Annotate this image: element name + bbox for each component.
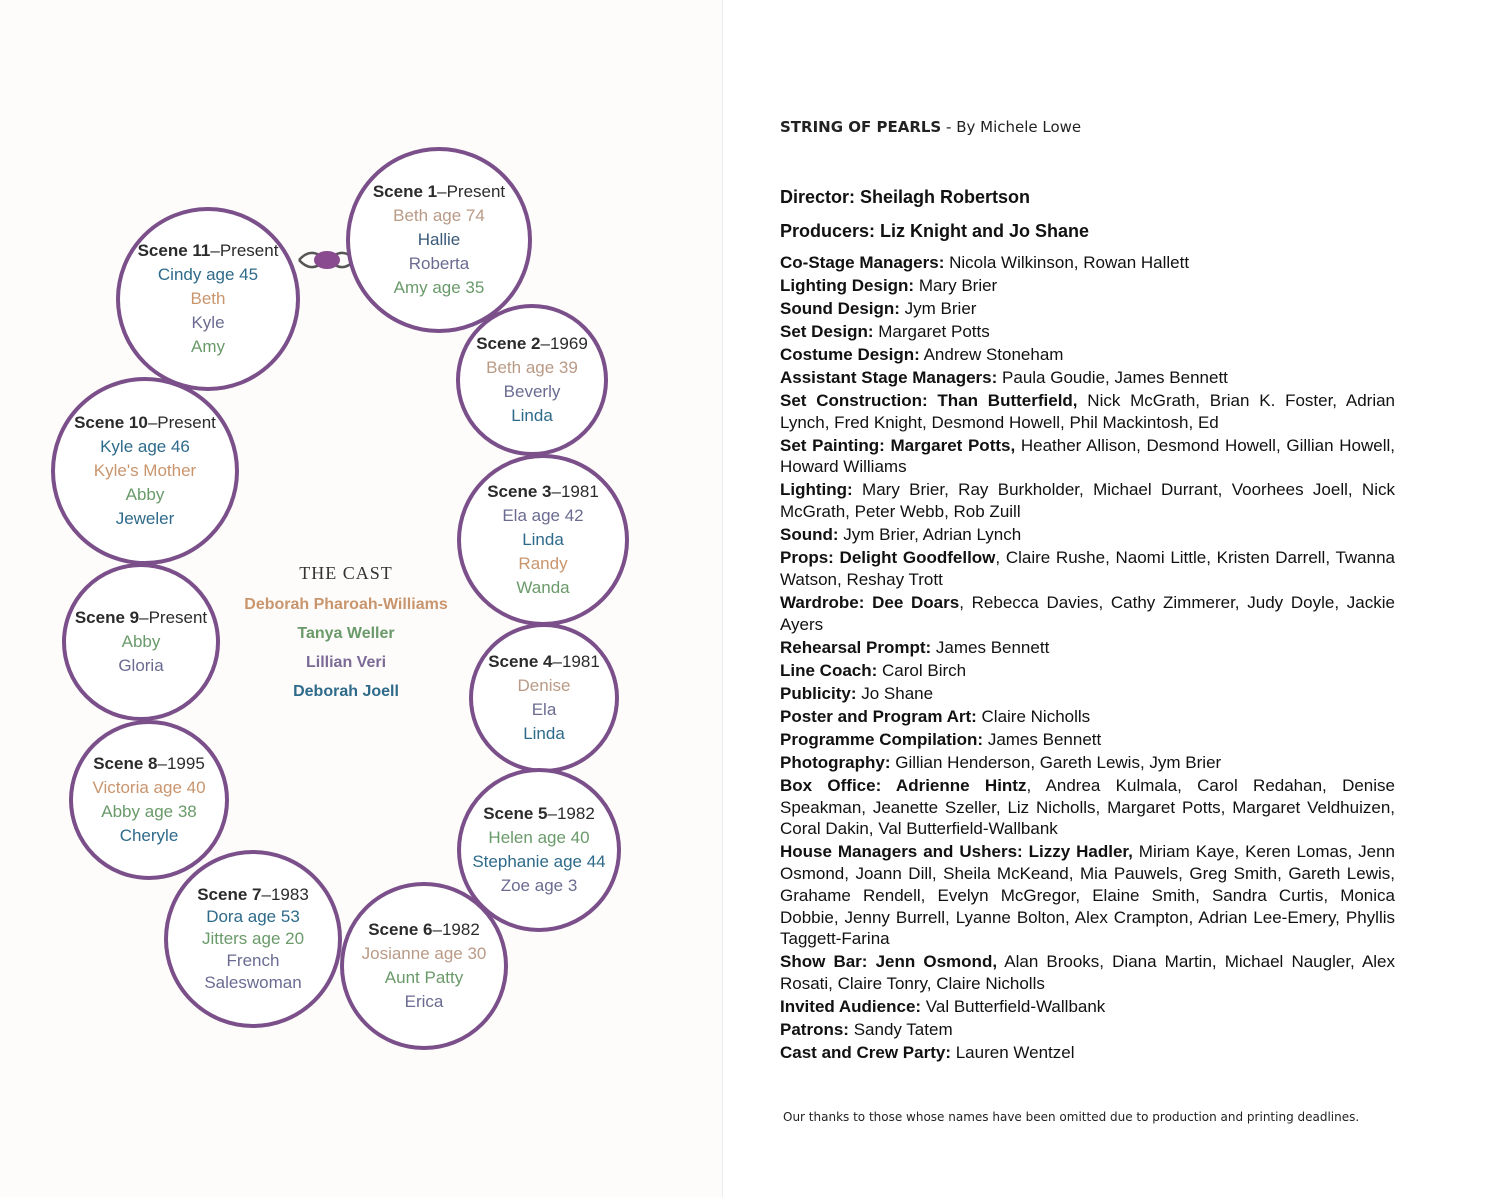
credit-line: [780, 637, 1395, 659]
role: Ela age 42: [502, 506, 584, 525]
scene-title: Scene 1–Present: [372, 182, 506, 201]
credit-line: [780, 729, 1395, 751]
credit-names: Paula Goudie, James Bennett: [997, 367, 1228, 387]
credit-names: , Claire Rushe, Naomi Little, Kristen Darrell, Twanna Watson, Reshay Trott: [780, 548, 1395, 590]
credit-line: [780, 275, 1395, 297]
credit-label: Lighting:: [780, 480, 853, 500]
credit-line: [780, 547, 1395, 591]
credit-names: Heather Allison, Desmond Howell, Gillian Howell, Howard Williams: [780, 435, 1395, 477]
scene-title: Scene 7–1983: [197, 885, 309, 904]
credit-label: Publicity:: [780, 683, 857, 703]
role: Abby: [121, 632, 161, 651]
credit-line: [780, 841, 1395, 950]
credit-names: Miriam Kaye, Keren Lomas, Jenn Osmond, Joann Dill, Sheila McKeand, Mia Pauwels, Greg Smith, Gareth Lewis, Grahame Rendell, Evelyn McGregor, Elaine Smith, Sandra Curtis, Monica Dobbie, Jenny Burrell, Lyanne Bolton, Alex Crampton, Adrian Lee-Emery, Phyllis Taggett-Farina: [780, 842, 1396, 949]
cast-member: Lillian Veri: [305, 654, 387, 671]
scene-title: Scene 3–1981: [487, 482, 599, 501]
credit-label: Lighting Design:: [780, 275, 915, 295]
credit-names: Margaret Potts: [873, 321, 990, 341]
play-title: STRING OF PEARLS: [780, 118, 942, 136]
credit-line: [780, 660, 1395, 682]
credit-lead-name: Adrienne Hintz: [881, 775, 1027, 795]
credit-label: Sound:: [780, 525, 839, 545]
scene-9-pearl: [62, 563, 220, 721]
credit-label: Photography:: [780, 752, 891, 772]
credit-names: Alan Brooks, Diana Martin, Michael Naugler, Alex Rosati, Claire Tonry, Claire Nicholls: [780, 952, 1396, 994]
role: Kyle age 46: [100, 437, 190, 456]
scene-title: Scene 11–Present: [137, 241, 279, 260]
credit-label: Wardrobe:: [780, 593, 865, 613]
credit-names: Lauren Wentzel: [951, 1043, 1075, 1063]
credit-lead-name: Margaret Potts,: [884, 435, 1016, 455]
role: Aunt Patty: [384, 968, 464, 987]
left-page: [0, 0, 722, 1197]
credit-names: Nick McGrath, Brian K. Foster, Adrian Lynch, Fred Knight, Desmond Howell, Phil Mackintosh, Ed: [780, 390, 1395, 432]
scene-title: Scene 2–1969: [476, 334, 588, 353]
role: Abby age 38: [101, 802, 197, 821]
credit-names: , Rebecca Davies, Cathy Zimmerer, Judy Doyle, Jackie Ayers: [780, 593, 1395, 634]
cast-member: Deborah Joell: [293, 683, 399, 700]
program-title: [780, 118, 1081, 136]
thanks-note: Our thanks to those whose names have been omitted due to production and printing deadlines.: [783, 1110, 1360, 1124]
credit-label: Rehearsal Prompt:: [780, 637, 932, 657]
credit-names: Nicola Wilkinson, Rowan Hallett: [944, 253, 1190, 272]
credit-label: Props:: [780, 548, 834, 568]
credit-label: Box Office:: [780, 775, 882, 795]
credit-label: Set Design:: [780, 321, 874, 341]
role: Jitters age 20: [201, 929, 305, 948]
credit-names: Sandy Tatem: [848, 1020, 953, 1040]
scene-8-pearl: [69, 720, 229, 880]
director-line: Director: Sheilagh Robertson: [780, 187, 1031, 207]
credit-line: [780, 683, 1395, 705]
credit-lead-name: Jenn Osmond,: [867, 952, 998, 972]
credit-names: Carol Birch: [877, 660, 967, 680]
role: Jeweler: [115, 509, 175, 528]
cast-heading: THE CAST: [299, 563, 393, 583]
role: Saleswoman: [204, 973, 302, 992]
scene-7-pearl: [164, 850, 342, 1028]
scene-title: Scene 10–Present: [74, 413, 216, 432]
role: Beth: [190, 289, 226, 308]
credit-label: Line Coach:: [780, 660, 878, 680]
role: Beth age 39: [486, 358, 578, 377]
key-credits: [780, 185, 1395, 253]
credit-label: Costume Design:: [780, 344, 920, 364]
credit-label: Set Construction:: [780, 390, 928, 410]
credit-line: [780, 298, 1395, 320]
credit-names: Andrew Stoneham: [919, 344, 1064, 364]
credit-line: [780, 706, 1395, 728]
credit-names: James Bennett: [983, 729, 1102, 749]
credit-line: [780, 367, 1395, 389]
credit-label: Set Painting:: [780, 435, 885, 455]
credit-line: [780, 1019, 1395, 1041]
role: Linda: [522, 530, 564, 549]
scene-title: Scene 4–1981: [488, 652, 600, 671]
scene-title: Scene 8–1995: [93, 754, 205, 773]
crew-credits: [780, 252, 1395, 1065]
credit-line: [780, 344, 1395, 366]
role: Beth age 74: [393, 206, 485, 225]
role: Beverly: [503, 382, 561, 401]
credit-label: Sound Design:: [780, 298, 900, 318]
credit-line: [780, 524, 1395, 546]
credit-names: Jym Brier, Adrian Lynch: [838, 525, 1022, 545]
credit-label: Co-Stage Managers:: [780, 253, 945, 272]
credit-names: , Andrea Kulmala, Carol Redahan, Denise Speakman, Jeanette Szeller, Liz Nicholls, Margaret Potts, Margaret Veldhuizen, Coral Dakin, Val Butterfield-Wallbank: [780, 775, 1395, 839]
scene-title: Scene 6–1982: [368, 920, 480, 939]
role: Kyle's Mother: [93, 461, 197, 480]
cast-list: [226, 563, 466, 706]
scene-title: Scene 5–1982: [483, 804, 595, 823]
role: Roberta: [408, 254, 470, 273]
role: Ela: [531, 700, 557, 719]
role: Denise: [517, 676, 571, 695]
role: Stephanie age 44: [472, 852, 606, 871]
credit-line: [780, 592, 1395, 636]
play-author: - By Michele Lowe: [941, 118, 1082, 136]
role: Cindy age 45: [157, 265, 259, 284]
credit-names: Mary Brier: [914, 275, 998, 295]
credit-label: House Managers and Ushers:: [780, 842, 1023, 862]
credit-label: Show Bar:: [780, 952, 868, 972]
credit-names: Jo Shane: [856, 683, 934, 703]
role: Helen age 40: [488, 828, 590, 847]
role: Erica: [404, 992, 444, 1011]
credit-lead-name: Delight Goodfellow: [833, 548, 996, 568]
credit-line: [780, 1042, 1395, 1064]
credit-lead-name: Than Butterfield,: [927, 390, 1078, 410]
scene-4-pearl: [469, 623, 619, 773]
scene-title: Scene 9–Present: [74, 608, 208, 627]
cast-member: Deborah Pharoah-Williams: [244, 596, 448, 613]
credit-label: Programme Compilation:: [780, 729, 984, 749]
role: Zoe age 3: [500, 876, 578, 895]
scene-2-pearl: [456, 304, 608, 456]
credit-label: Assistant Stage Managers:: [780, 367, 998, 387]
credit-label: Cast and Crew Party:: [780, 1043, 951, 1063]
cast-member: Tanya Weller: [297, 625, 395, 642]
role: Wanda: [516, 578, 570, 597]
role: Victoria age 40: [92, 778, 206, 797]
scene-10-pearl: [51, 377, 239, 565]
credit-lead-name: Dee Doars: [864, 593, 960, 613]
role: Dora age 53: [206, 907, 300, 926]
credit-label: Poster and Program Art:: [780, 706, 977, 726]
role: Kyle: [191, 313, 225, 332]
scene-6-pearl: [340, 882, 508, 1050]
role: Randy: [518, 554, 568, 573]
credit-names: Val Butterfield-Wallbank: [921, 997, 1106, 1017]
credit-line: [780, 996, 1395, 1018]
credit-names: James Bennett: [931, 637, 1050, 657]
role: Cheryle: [119, 826, 179, 845]
credit-names: Mary Brier, Ray Burkholder, Michael Durrant, Voorhees Joell, Nick McGrath, Peter Webb, Rob Zuill: [780, 480, 1395, 522]
credit-names: Claire Nicholls: [976, 706, 1091, 726]
role: Josianne age 30: [361, 944, 487, 963]
scene-1-pearl: [346, 147, 532, 333]
credit-line: [780, 390, 1395, 434]
credit-line: [780, 752, 1395, 774]
role: Abby: [125, 485, 165, 504]
credit-line: [780, 775, 1395, 840]
producers-line: Producers: Liz Knight and Jo Shane: [780, 221, 1090, 241]
credit-line: [780, 435, 1395, 479]
credit-names: Jym Brier: [899, 298, 977, 318]
credit-label: Patrons:: [780, 1020, 849, 1040]
scene-3-pearl: [457, 454, 629, 626]
credit-lead-name: Lizzy Hadler,: [1022, 842, 1133, 862]
credit-line: [780, 479, 1395, 523]
role: Linda: [511, 406, 553, 425]
credit-line: [780, 252, 1395, 274]
scene-11-pearl: [116, 207, 300, 391]
credit-label: Invited Audience:: [780, 997, 922, 1017]
role: Amy: [191, 337, 225, 356]
role: Gloria: [118, 656, 164, 675]
role: French: [226, 951, 280, 970]
role: Linda: [523, 724, 565, 743]
credit-line: [780, 321, 1395, 343]
role: Hallie: [417, 230, 461, 249]
credit-names: Gillian Henderson, Gareth Lewis, Jym Brier: [890, 752, 1222, 772]
role: Amy age 35: [393, 278, 485, 297]
credit-line: [780, 951, 1395, 995]
